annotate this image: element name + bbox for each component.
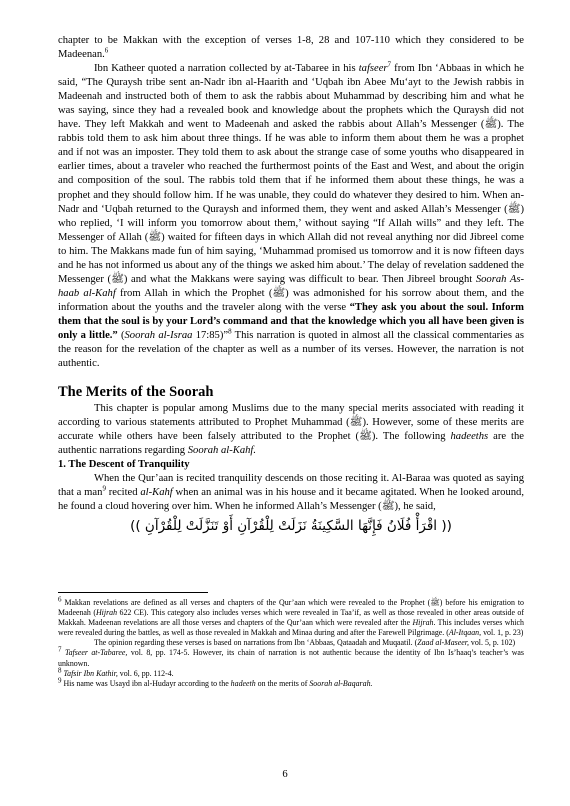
footnote-ref-6[interactable]: 6 xyxy=(104,46,109,55)
paragraph-merits-intro: This chapter is popular among Muslims due to the many special merits associated with reading it according to various statements attributed to Prophet Muhammad (ﷺ). However, some of these merits are accurate while others have been falsely attributed to the Prophet (ﷺ). The following hadeeths are the authentic narrations regarding Soorah al-Kahf. xyxy=(58,403,525,457)
footnote-6-continued: The opinion regarding these verses is based on narrations from Ibn ‘Abbaas, Qataadah and Muqaatil. (Zaad al-Maseer, vol. 5, p. 102) xyxy=(94,638,516,648)
paragraph-intro-continuation: chapter to be Makkan with the exception of verses 1-8, 28 and 107-110 which they considered to be Madeenan.$^6$ xyxy=(58,35,524,61)
footnote-ref-7[interactable]: 7 xyxy=(387,60,392,69)
paragraph-tranquility: When the Qur’aan is recited tranquility descends on those reciting it. Al-Baraa was quoted as saying that a man$^9$ recited al-Kahf when an animal was in his house and it became agitated. When he looked around, he found a cloud hovering over him. When he informed Allah’s Messenger (ﷺ), he said, xyxy=(58,473,525,513)
section-heading-merits: The Merits of the Soorah xyxy=(58,384,214,401)
footnotes xyxy=(58,595,524,689)
footnote-separator xyxy=(58,592,208,593)
footnote-ref-9[interactable]: 9 xyxy=(102,484,106,493)
footnote-8: $^8$ Tafsir Ibn Kathir, vol. 6, pp. 112-4. xyxy=(58,666,174,678)
quoted-verse: “They ask you about the soul. Inform them that the soul is by your Lord’s command and that the knowledge which you all have been given is only a little.” xyxy=(58,301,524,341)
footnote-7: $^7$ Tafseer at-Tabaree, vol. 8, pp. 174-5. However, its chain of narration is not authentic because the identity of Ibn Is’haaq’s teacher’s was unknown. xyxy=(58,645,524,668)
footnote-ref-8[interactable]: 8 xyxy=(228,327,232,336)
page-body xyxy=(58,34,524,536)
subheading-descent-of-tranquility: 1. The Descent of Tranquility xyxy=(58,459,190,471)
footnote-6: $^6$ Makkan revelations are defined as all verses and chapters of the Qur’aan which were revealed to the Prophet (ﷺ) before his emigration to Madeenah (Hijrah 622 CE). This category also includes verses which were revealed in Taa’if, as well as those revealed in other areas outside of Makkah. Madeenan revelations are all those verses and chapters of the Qur’aan which were revealed after the Hijrah. This includes verses which were revealed during the battles, as well as those revealed in Makkah and Minaa during and after the Farewell Pilgrimage. (Al-Itqaan, vol. 1, p. 23) xyxy=(58,595,524,638)
arabic-hadeeth-quote: (( اقْرَأْ فُلَانُ فَإِنَّهَا السَّكِينَةُ نَزَلَتْ لِلْقُرْآنِ أَوْ تَنَزَّلَتْ لِلْقُرْآنِ )) xyxy=(130,518,452,535)
page-number: 6 xyxy=(282,769,288,780)
paragraph-ibn-katheer-narration: Ibn Katheer quoted a narration collected by at-Tabaree in his tafseer$^7$ from Ibn ‘Abbaas in which he said, “The Quraysh tribe sent an-Nadr ibn al-Haarith and ‘Uqbah ibn Abee Mu‘ayt to the Jewish rabbis in Madeenah and instructed both of them to ask the rabbis about Muhammad by describing him and what he was saying, since they had a revealed book and knowledge about the prophets which the Quraysh did not have. They left Makkah and went to Madeenah and asked the rabbis about Allah’s Messenger (ﷺ). The rabbis told them to ask him about three things. If he was able to inform them about them he was a prophet and if not was an imposter. They told them to ask about the strange case of some youths who disappeared in earlier times, about a traveler who reached the furthermost points of the East and West, and about the origin and composition of the soul. The rabbis told them that if he informed them about these things, he was a prophet and they should follow him. If he was unable, they could do whatever they desired to him. When an-Nadr and ‘Uqbah returned to the Quraysh and informed them, they went and asked Allah’s Messenger (ﷺ) who replied, ‘I will inform you tomorrow about them,’ without saying “If Allah wills” and they left. The Messenger of Allah (ﷺ) waited for fifteen days in which Allah did not reveal anything nor did Jibreel come to him. The Makkans made fun of him saying, ‘Muhammad promised us tomorrow and it is now fifteen days and he has not informed us about any of the things we asked him about.’ The delay of revelation saddened the Messenger (ﷺ) and what the Makkans were saying was difficult to bear. Then Jibreel brought Soorah As-haab al-Kahf from Allah in which the Prophet (ﷺ) was admonished for his sorrow about them, and the information about the youths and the traveler along with the verse “They ask you about the soul. Inform them that the soul is by your Lord’s command and that the knowledge which you all have been given is only a little.” (Soorah al-Israa 17:85)”$^8$ This narration is quoted in almost all the classical commentaries as the reason for the revelation of the chapter as well as a number of its verses. However, the narration is not authentic. xyxy=(58,60,525,370)
footnote-9: $^9$ His name was Usayd ibn al-Hudayr according to the hadeeth on the merits of Soorah al-Baqarah. xyxy=(58,676,373,688)
